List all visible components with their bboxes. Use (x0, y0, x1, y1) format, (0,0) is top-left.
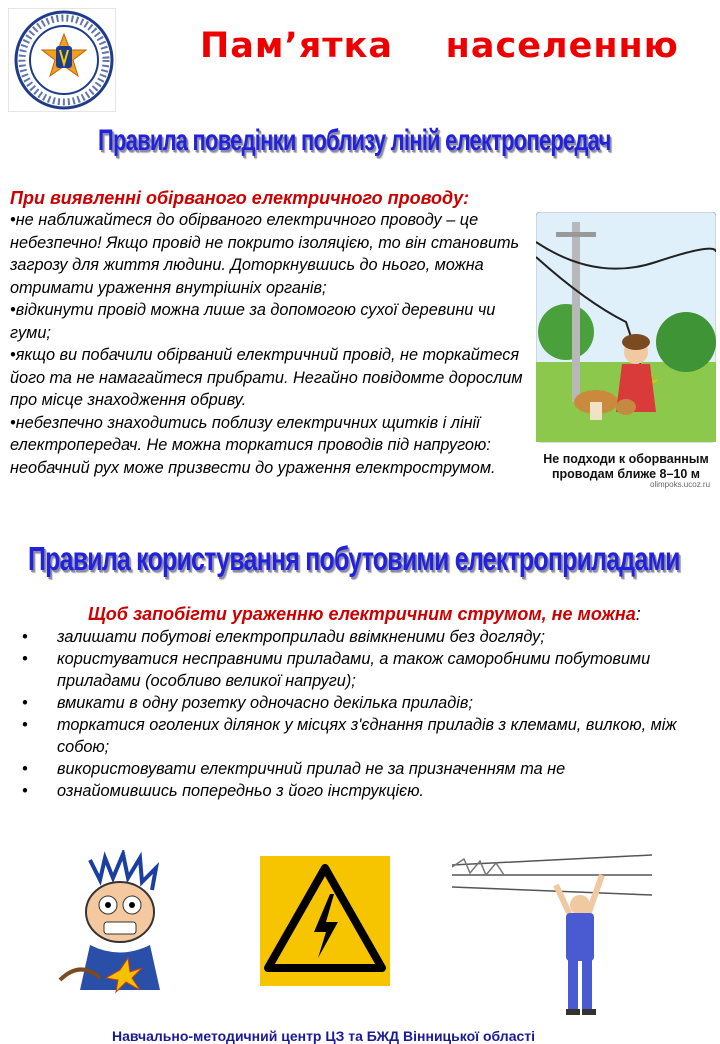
section2-intro-colon: : (635, 604, 641, 624)
shocked-person-illustration (50, 850, 200, 1000)
bullet: • (22, 716, 28, 734)
bullet: • (22, 694, 28, 712)
bullet: • (22, 760, 28, 778)
footer-organization: Навчально-методичний центр ЦЗ та БЖД Вінницької області (112, 1028, 536, 1044)
list-item (22, 648, 702, 692)
list-item-text: торкатися оголених ділянок у місцях з'єднання приладів з клемами, вилкою, між собою; (57, 716, 677, 756)
rule-item: •якщо ви побачили обірваний електричний провід, не торкайтеся його та не намагайтеся прибрати. Негайно повідомте дорослим про місце знаходження обриву. (10, 346, 523, 409)
section1-heading: При виявленні обірваного електричного проводу: (10, 188, 470, 208)
section2-intro (22, 603, 702, 626)
list-item-text: вмикати в одну розетку одночасно декілька приладів; (57, 694, 473, 712)
rule-item: •не наближайтеся до обірваного електричного проводу – це небезпечно! Якщо провід не покрито ізоляцією, то він становить загрозу для життя людини. Доторкнувшись до нього, можна отримати ураження внутрішніх органів; (10, 211, 520, 297)
person-touching-wires-illustration (452, 845, 652, 1025)
high-voltage-warning-icon (260, 856, 390, 986)
list-item-text: залишати побутові електроприлади ввімкненими без догляду; (57, 628, 545, 646)
list-item (22, 714, 702, 758)
emblem-logo (8, 8, 116, 112)
list-item (22, 626, 702, 648)
list-item-text: використовувати електричний прилад не за призначенням та не (57, 760, 566, 778)
power-lines-rules (10, 188, 530, 479)
list-item-text: користуватися несправними приладами, а також саморобними побутовими приладами (особливо великої напруги); (57, 650, 651, 690)
list-item (22, 780, 702, 802)
appliance-rules (22, 603, 702, 802)
rule-item: •небезпечно знаходитись поблизу електричних щитків і лінії електропередач. Не можна торкатися проводів під напругою: необачний рух може призвести до ураження електрострумом. (10, 413, 496, 477)
rule-item: •відкинути провід можна лише за допомогою сухої деревини чи гуми; (10, 301, 496, 342)
section-banner-appliances: Правила користування побутовими електроприладами (28, 540, 680, 577)
broken-wire-illustration (536, 212, 716, 492)
list-item (22, 758, 702, 780)
watermark: olimpoks.ucoz.ru (650, 480, 711, 489)
bullet: • (22, 628, 28, 646)
list-item-text: ознайомившись попередньо з його інструкцією. (57, 782, 424, 800)
page-title: Пам’ятка населенню (200, 26, 679, 66)
image-caption: Не подходи к оборванным проводам ближе 8–10 м (543, 452, 709, 481)
bullet: • (22, 650, 28, 668)
bullet: • (22, 782, 28, 800)
section-banner-power-lines: Правила поведінки поблизу ліній електропередач (98, 124, 611, 157)
section2-intro-text: Щоб запобігти ураженню електричним струмом, не можна (88, 604, 636, 624)
list-item (22, 692, 702, 714)
